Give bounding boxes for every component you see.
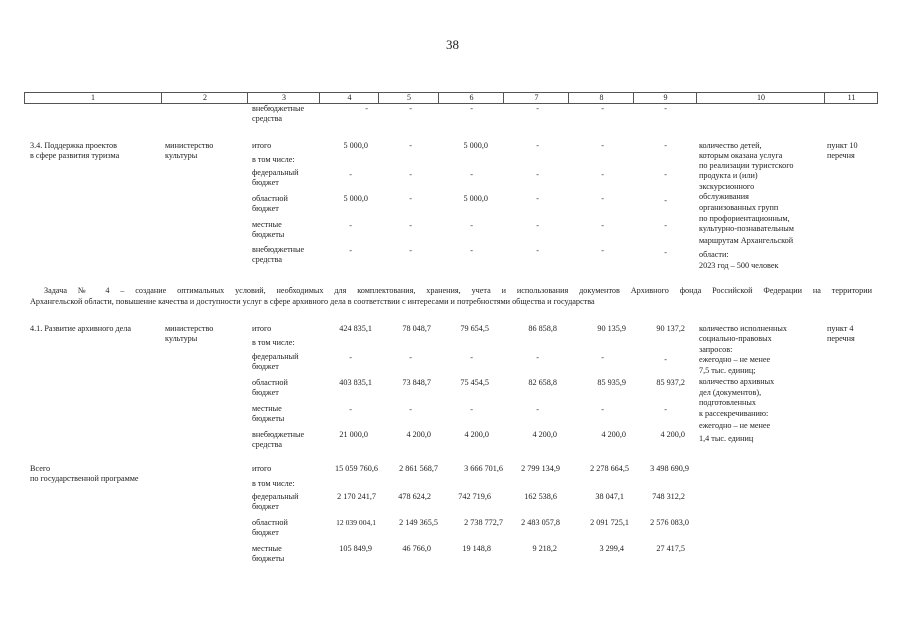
value-cell: 3 299,4 bbox=[599, 544, 624, 553]
value-cell: 75 454,5 bbox=[460, 378, 489, 387]
source-type-label: бюджет bbox=[252, 502, 279, 511]
header-col-1: 1 bbox=[91, 93, 95, 102]
header-col-3: 3 bbox=[247, 93, 320, 103]
result-text: ежегодно – не менее bbox=[699, 355, 771, 364]
value-cell: - bbox=[536, 353, 539, 362]
value-cell: 105 849,9 bbox=[339, 544, 372, 553]
source-type-label: бюджет bbox=[252, 204, 279, 213]
source-type-label: федеральный bbox=[252, 352, 299, 361]
source-type-label: в том числе: bbox=[252, 479, 295, 488]
value-cell: 2 278 664,5 bbox=[590, 464, 629, 473]
value-cell: - bbox=[536, 194, 539, 203]
value-cell: - bbox=[536, 221, 539, 230]
measure-name: 3.4. Поддержка проектов bbox=[30, 141, 117, 150]
value-cell: 82 658,8 bbox=[528, 378, 557, 387]
header-col-2: 2 bbox=[161, 93, 248, 103]
value-cell: - bbox=[409, 141, 412, 150]
value-cell: 5 000,0 bbox=[463, 194, 488, 203]
value-cell: 2 799 134,9 bbox=[521, 464, 560, 473]
header-col-4: 4 bbox=[319, 93, 379, 103]
source-type-label: итого bbox=[252, 141, 272, 150]
value-cell: - bbox=[664, 141, 667, 150]
task-4-line-2: Архангельской области, повышение качества и доступности услуг в сфере архивного дела в соответствии с интересами и потребностями общества и государства bbox=[30, 297, 595, 306]
executor-2: культуры bbox=[165, 334, 198, 343]
total-label: Всего bbox=[30, 464, 51, 473]
value-cell: 4 200,0 bbox=[532, 430, 557, 439]
value-cell: - bbox=[349, 221, 352, 230]
result-text: организованных групп bbox=[699, 203, 779, 212]
source-type-label: средства bbox=[252, 440, 283, 449]
value-cell: 4 200,0 bbox=[406, 430, 431, 439]
value-cell: 2 091 725,1 bbox=[590, 518, 629, 527]
reference-cell-2: перечня bbox=[827, 151, 855, 160]
value-cell: 478 624,2 bbox=[398, 492, 431, 501]
header-col-5: 5 bbox=[378, 93, 439, 103]
value-cell: 78 048,7 bbox=[402, 324, 431, 333]
header-col-11: 11 bbox=[824, 93, 878, 103]
result-text: 2023 год – 500 человек bbox=[699, 261, 779, 270]
value-cell: 9 218,2 bbox=[532, 544, 557, 553]
value-cell: - bbox=[409, 246, 412, 255]
value-cell: 5 000,0 bbox=[343, 141, 368, 150]
value-cell: - bbox=[470, 221, 473, 230]
source-type-label: средства bbox=[252, 255, 283, 264]
value-cell: - bbox=[601, 141, 604, 150]
value-cell: 2 861 568,7 bbox=[399, 464, 438, 473]
page-number: 38 bbox=[446, 37, 459, 52]
value-cell: 2 149 365,5 bbox=[399, 518, 438, 527]
value-cell: 86 858,8 bbox=[528, 324, 557, 333]
result-text: дел (документов), bbox=[699, 388, 762, 397]
value-cell: 3 666 701,6 bbox=[464, 464, 503, 473]
result-text: которым оказана услуга bbox=[699, 151, 783, 160]
value-cell: - bbox=[349, 405, 352, 414]
executor-2: культуры bbox=[165, 151, 198, 160]
value-cell: - bbox=[470, 353, 473, 362]
value-cell: 403 835,1 bbox=[339, 378, 372, 387]
value-cell: 21 000,0 bbox=[339, 430, 368, 439]
value-cell: 5 000,0 bbox=[463, 141, 488, 150]
source-type-label-2: средства bbox=[252, 114, 283, 123]
result-text: маршрутам Архангельской bbox=[699, 236, 794, 245]
value-cell: - bbox=[470, 405, 473, 414]
result-text: экскурсионного bbox=[699, 182, 755, 191]
value-cell: - bbox=[664, 248, 667, 257]
value-cell: - bbox=[409, 405, 412, 414]
value-cell: - bbox=[470, 170, 473, 179]
value-cell: 748 312,2 bbox=[652, 492, 685, 501]
result-text: 1,4 тыс. единиц bbox=[699, 434, 754, 443]
value-cell: 38 047,1 bbox=[595, 492, 624, 501]
header-col-9: 9 bbox=[633, 93, 697, 103]
column-header-row bbox=[24, 92, 878, 104]
source-type-label: внебюджетные bbox=[252, 245, 305, 254]
source-type-label: бюджеты bbox=[252, 554, 285, 563]
value-cell: 19 148,8 bbox=[462, 544, 491, 553]
value-cell: - bbox=[601, 405, 604, 414]
source-type-label: бюджет bbox=[252, 362, 279, 371]
value-cell: 85 935,9 bbox=[597, 378, 626, 387]
value-cell: 4 200,0 bbox=[660, 430, 685, 439]
source-type-label: итого bbox=[252, 324, 272, 333]
result-text: количество исполненных bbox=[699, 324, 787, 333]
source-type-label: федеральный bbox=[252, 492, 299, 501]
value-cell: 5 000,0 bbox=[343, 194, 368, 203]
value-cell: 2 170 241,7 bbox=[337, 492, 376, 501]
value-cell: - bbox=[601, 104, 604, 113]
source-type-label: областной bbox=[252, 518, 288, 527]
executor: министерство bbox=[165, 324, 214, 333]
header-col-8: 8 bbox=[568, 93, 634, 103]
source-type-label: бюджет bbox=[252, 178, 279, 187]
value-cell: 85 937,2 bbox=[656, 378, 685, 387]
source-type-label: внебюджетные bbox=[252, 104, 305, 113]
value-cell: - bbox=[664, 196, 667, 205]
result-text: к рассекречиванию: bbox=[699, 409, 769, 418]
value-cell: - bbox=[536, 405, 539, 414]
value-cell: 46 766,0 bbox=[402, 544, 431, 553]
value-cell: - bbox=[409, 353, 412, 362]
reference-cell-2: перечня bbox=[827, 334, 855, 343]
value-cell: 4 200,0 bbox=[464, 430, 489, 439]
measure-name-2: в сфере развития туризма bbox=[30, 151, 120, 160]
value-cell: 2 483 057,8 bbox=[521, 518, 560, 527]
value-cell: - bbox=[349, 246, 352, 255]
source-type-label: бюджеты bbox=[252, 414, 285, 423]
value-cell: - bbox=[349, 170, 352, 179]
total-label-2: по государственной программе bbox=[30, 474, 139, 483]
source-type-label: местные bbox=[252, 544, 282, 553]
source-type-label: местные bbox=[252, 404, 282, 413]
value-cell: - bbox=[664, 221, 667, 230]
result-text: количество детей, bbox=[699, 141, 762, 150]
source-type-label: местные bbox=[252, 220, 282, 229]
source-type-label: федеральный bbox=[252, 168, 299, 177]
value-cell: - bbox=[470, 104, 473, 113]
header-col-6: 6 bbox=[438, 93, 504, 103]
value-cell: 27 417,5 bbox=[656, 544, 685, 553]
value-cell: - bbox=[409, 194, 412, 203]
source-type-label: в том числе: bbox=[252, 338, 295, 347]
value-cell: - bbox=[536, 246, 539, 255]
value-cell: - bbox=[601, 221, 604, 230]
value-cell: - bbox=[409, 221, 412, 230]
source-type-label: бюджеты bbox=[252, 230, 285, 239]
value-cell: - bbox=[409, 170, 412, 179]
source-type-label: бюджет bbox=[252, 388, 279, 397]
result-text: по реализации туристского bbox=[699, 161, 794, 170]
value-cell: 90 135,9 bbox=[597, 324, 626, 333]
value-cell: 742 719,6 bbox=[458, 492, 491, 501]
value-cell: - bbox=[536, 170, 539, 179]
value-cell: 424 835,1 bbox=[339, 324, 372, 333]
source-type-label: областной bbox=[252, 194, 288, 203]
result-text: по профориентационным, bbox=[699, 214, 790, 223]
source-type-label: областной bbox=[252, 378, 288, 387]
value-cell: - bbox=[536, 104, 539, 113]
source-type-label: итого bbox=[252, 464, 272, 473]
header-col-10: 10 bbox=[696, 93, 825, 103]
result-text: подготовленных bbox=[699, 398, 756, 407]
value-cell: - bbox=[601, 353, 604, 362]
value-cell: - bbox=[664, 170, 667, 179]
header-col-7: 7 bbox=[503, 93, 569, 103]
value-cell: - bbox=[409, 104, 412, 113]
value-cell: 90 137,2 bbox=[656, 324, 685, 333]
value-cell: - bbox=[601, 194, 604, 203]
value-cell: 3 498 690,9 bbox=[650, 464, 689, 473]
source-type-label: в том числе: bbox=[252, 155, 295, 164]
value-cell: - bbox=[349, 353, 352, 362]
source-type-label: внебюджетные bbox=[252, 430, 305, 439]
value-cell: - bbox=[470, 246, 473, 255]
value-cell: - bbox=[365, 104, 368, 113]
task-4-paragraph bbox=[30, 285, 872, 307]
value-cell: - bbox=[664, 104, 667, 113]
result-text: культурно-познавательным bbox=[699, 224, 794, 233]
result-text: 7,5 тыс. единиц; bbox=[699, 366, 756, 375]
value-cell: 2 738 772,7 bbox=[464, 518, 503, 527]
value-cell: 162 538,6 bbox=[524, 492, 557, 501]
executor: министерство bbox=[165, 141, 214, 150]
value-cell: 12 039 004,1 bbox=[336, 518, 376, 527]
measure-name: 4.1. Развитие архивного дела bbox=[30, 324, 131, 333]
value-cell: - bbox=[664, 355, 667, 364]
result-text: области: bbox=[699, 250, 729, 259]
value-cell: - bbox=[664, 405, 667, 414]
result-text: социально-правовых bbox=[699, 334, 772, 343]
value-cell: 79 654,5 bbox=[460, 324, 489, 333]
result-text: запросов: bbox=[699, 345, 733, 354]
result-text: количество архивных bbox=[699, 377, 775, 386]
task-4-line-1: Задача № 4 – создание оптимальных условий, необходимых для комплектования, хранения, учета и использования документов Архивного фонда Российской Федерации на территории bbox=[44, 286, 872, 295]
value-cell: 4 200,0 bbox=[601, 430, 626, 439]
result-text: ежегодно – не менее bbox=[699, 421, 771, 430]
source-type-label: бюджет bbox=[252, 528, 279, 537]
value-cell: - bbox=[536, 141, 539, 150]
value-cell: - bbox=[601, 170, 604, 179]
value-cell: 73 848,7 bbox=[402, 378, 431, 387]
value-cell: - bbox=[601, 246, 604, 255]
reference-cell: пункт 10 bbox=[827, 141, 858, 150]
result-text: продукта и (или) bbox=[699, 171, 758, 180]
value-cell: 2 576 083,0 bbox=[650, 518, 689, 527]
result-text: обслуживания bbox=[699, 192, 749, 201]
value-cell: 15 059 760,6 bbox=[335, 464, 378, 473]
reference-cell: пункт 4 bbox=[827, 324, 854, 333]
